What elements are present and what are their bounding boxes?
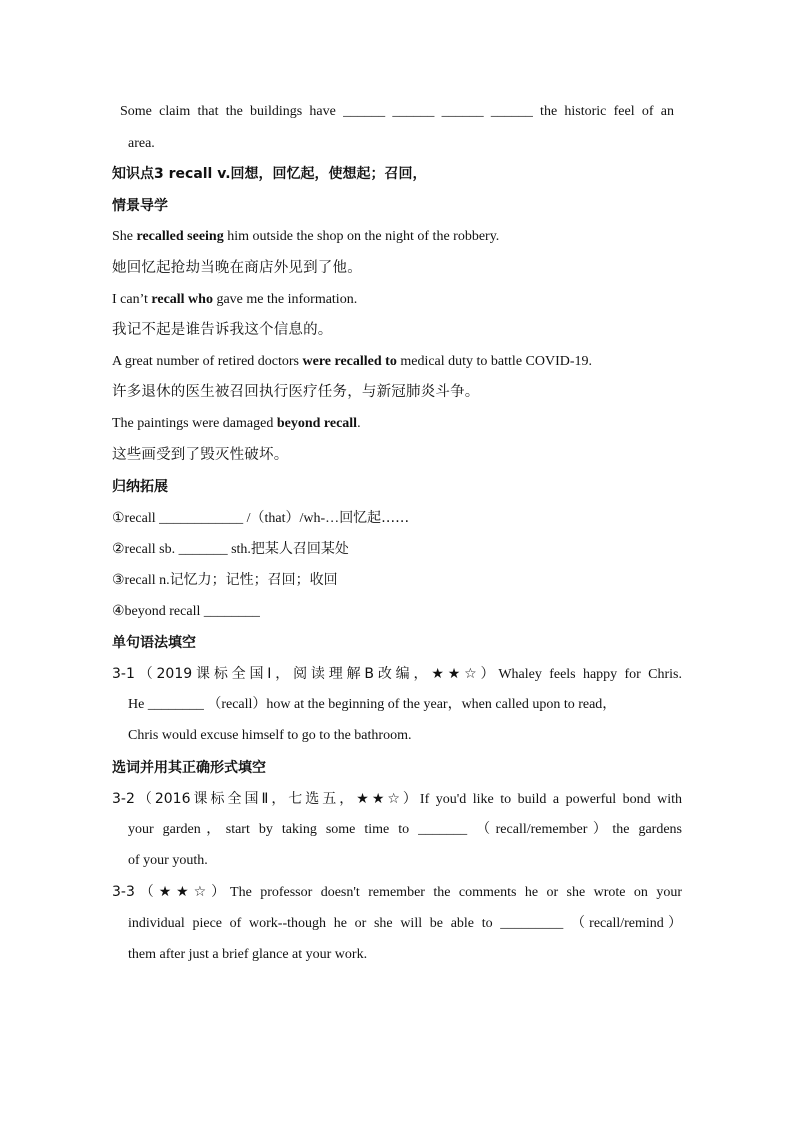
continued-sentence: Some claim that the buildings have ______ ______ ______ ______ the historic feel of an xyxy=(120,104,674,119)
question-3-1-line-1 xyxy=(112,664,682,685)
example-3 xyxy=(112,352,682,372)
example-4 xyxy=(112,414,682,434)
summary-item-4: ④beyond recall ________ xyxy=(112,604,260,619)
continued-sentence-end: area. xyxy=(128,136,155,151)
question-3-2-line-3: of your youth. xyxy=(128,853,208,868)
question-3-2-line-2: your garden，start by taking some time to _______ （recall/remember）the gardens xyxy=(128,822,682,837)
question-3-3-line-1 xyxy=(112,882,682,903)
example-text: The paintings were damaged xyxy=(112,416,277,431)
example-3-translation: 许多退休的医生被召回执行医疗任务，与新冠肺炎斗争。 xyxy=(112,384,480,400)
question-text: The professor doesn't remember the comments he or she wrote on your xyxy=(230,885,682,900)
question-3-1-line-2: He ________ （recall）how at the beginning of the year，when called upon to read， xyxy=(128,697,617,712)
summary-item-1 xyxy=(112,508,682,529)
example-keyword: were recalled to xyxy=(302,354,397,369)
section-heading-word-choice: 选词并用其正确形式填空 xyxy=(112,760,266,776)
question-source: 3-1（2019课标全国Ⅰ，阅读理解B改编，★★☆） xyxy=(112,666,499,682)
question-3-3-line-2: individual piece of work--though he or she will be able to _________ （recall/remind） xyxy=(128,916,682,931)
summary-text-cn: 记忆力；记性；召回；收回 xyxy=(169,572,338,588)
summary-text: ③recall n. xyxy=(112,573,170,588)
example-2 xyxy=(112,290,682,310)
question-3-3-line-3: them after just a brief glance at your work. xyxy=(128,947,368,962)
summary-text-cn: 把某人召回某处 xyxy=(250,541,349,557)
example-text: . xyxy=(357,416,361,431)
section-heading-scene: 情景导学 xyxy=(112,198,168,214)
section-heading-grammar: 单句语法填空 xyxy=(112,635,196,651)
example-2-translation: 我记不起是谁告诉我这个信息的。 xyxy=(112,322,333,338)
example-text: A great number of retired doctors xyxy=(112,354,303,369)
example-keyword: recalled seeing xyxy=(136,229,224,244)
example-text: him outside the shop on the night of the robbery. xyxy=(223,229,500,244)
question-source: 3-3（★★☆） xyxy=(112,884,231,900)
knowledge-point-title: 知识点3 recall v.回想，回忆起，使想起；召回， xyxy=(112,166,427,182)
example-keyword: beyond recall xyxy=(276,416,358,431)
question-3-2-line-1 xyxy=(112,789,682,810)
example-keyword: recall who xyxy=(151,292,213,307)
example-text: She xyxy=(112,229,137,244)
question-text: If you'd like to build a powerful bond with xyxy=(419,792,682,807)
example-text: gave me the information. xyxy=(212,292,358,307)
question-3-1-line-3: Chris would excuse himself to go to the bathroom. xyxy=(128,728,412,743)
summary-item-3 xyxy=(112,570,682,591)
example-1 xyxy=(112,227,682,247)
section-heading-summary: 归纳拓展 xyxy=(112,479,168,495)
summary-item-2 xyxy=(112,539,682,560)
example-1-translation: 她回忆起抢劫当晚在商店外见到了他。 xyxy=(112,260,362,276)
example-4-translation: 这些画受到了毁灭性破坏。 xyxy=(112,447,289,463)
summary-text: ②recall sb. _______ sth. xyxy=(112,542,251,557)
summary-text-cn: 回忆起…… xyxy=(339,510,410,526)
example-text: I can’t xyxy=(112,292,152,307)
summary-text: ①recall ____________ /（that）/wh-… xyxy=(112,511,340,526)
question-text: Whaley feels happy for Chris. xyxy=(498,667,682,682)
example-text: medical duty to battle COVID-19. xyxy=(396,354,593,369)
question-source: 3-2（2016课标全国Ⅱ，七选五，★★☆） xyxy=(112,791,420,807)
